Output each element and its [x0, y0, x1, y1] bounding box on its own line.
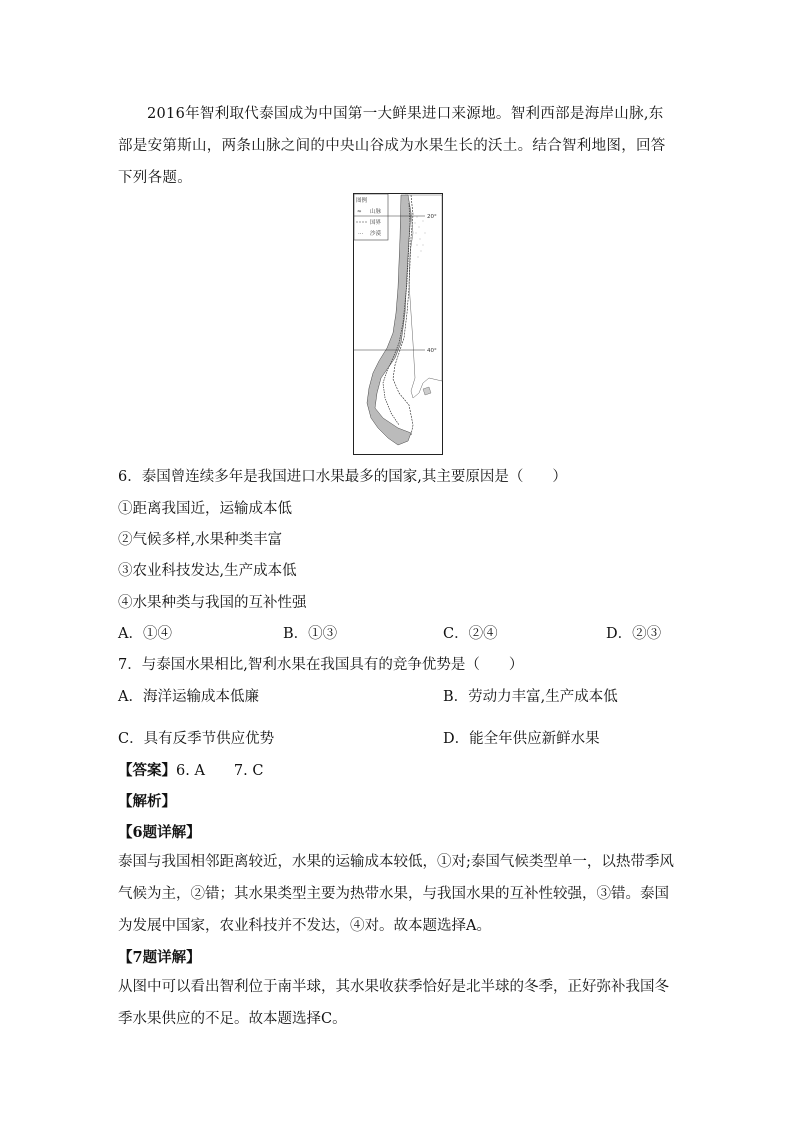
- chile-map: [353, 193, 443, 455]
- lat-40-label: 40°: [427, 348, 437, 354]
- q6-item-1: ①距离我国近，运输成本低: [118, 501, 292, 517]
- q6-stem: 6．泰国曾连续多年是我国进口水果最多的国家,其主要原因是（ ）: [118, 469, 567, 485]
- q6-item-4: ④水果种类与我国的互补性强: [118, 595, 307, 611]
- q7-option-d: D．能全年供应新鲜水果: [443, 731, 600, 747]
- d6-text: 泰国与我国相邻距离较近，水果的运输成本较低，①对;泰国气候类型单一，以热带季风气候为主，②错；其水果类型主要为热带水果，与我国水果的互补性较强，③错。泰国为发展中国家，农业科技并不发达，④对。故本题选择A。: [118, 854, 674, 934]
- analysis-label: 【解析】: [118, 793, 176, 810]
- legend-mountain: 山脉: [370, 209, 382, 215]
- answer-label: 【答案】: [118, 762, 176, 779]
- q6-option-a: A．①④: [118, 626, 172, 642]
- q7-stem: 7．与泰国水果相比,智利水果在我国具有的竞争优势是（ ）: [118, 657, 524, 673]
- q6-option-c: C．②④: [443, 626, 498, 642]
- d7-label: 【7题详解】: [118, 949, 201, 966]
- desert-symbol-icon: ···: [358, 231, 364, 237]
- q6-option-d: D．②③: [606, 626, 662, 642]
- q7-option-b: B．劳动力丰富,生产成本低: [443, 689, 618, 705]
- d7-text: 从图中可以看出智利位于南半球，其水果收获季恰好是北半球的冬季，正好弥补我国冬季水果供应的不足。故本题选择C。: [118, 979, 669, 1027]
- d6-label: 【6题详解】: [118, 824, 201, 841]
- q7-option-c: C．具有反季节供应优势: [118, 731, 275, 747]
- q6-item-2: ②气候多样,水果种类丰富: [118, 532, 283, 548]
- legend-border: 国界: [370, 220, 382, 226]
- legend-title: 图例: [356, 198, 368, 204]
- q6-option-b: B．①③: [283, 626, 338, 642]
- answer-text: 6. A 7. C: [176, 763, 264, 779]
- q7-option-a: A．海洋运输成本低廉: [118, 689, 259, 705]
- legend-desert: 沙漠: [370, 231, 382, 237]
- lat-20-label: 20°: [427, 214, 437, 220]
- q6-item-3: ③农业科技发达,生产成本低: [118, 563, 297, 579]
- mountain-symbol-icon: ≈: [357, 209, 362, 215]
- answer-line: [118, 759, 263, 780]
- intro-paragraph: 2016年智利取代泰国成为中国第一大鲜果进口来源地。智利西部是海岸山脉,东部是安第斯山，两条山脉之间的中央山谷成为水果生长的沃土。结合智利地图，回答下列各题。: [118, 106, 666, 186]
